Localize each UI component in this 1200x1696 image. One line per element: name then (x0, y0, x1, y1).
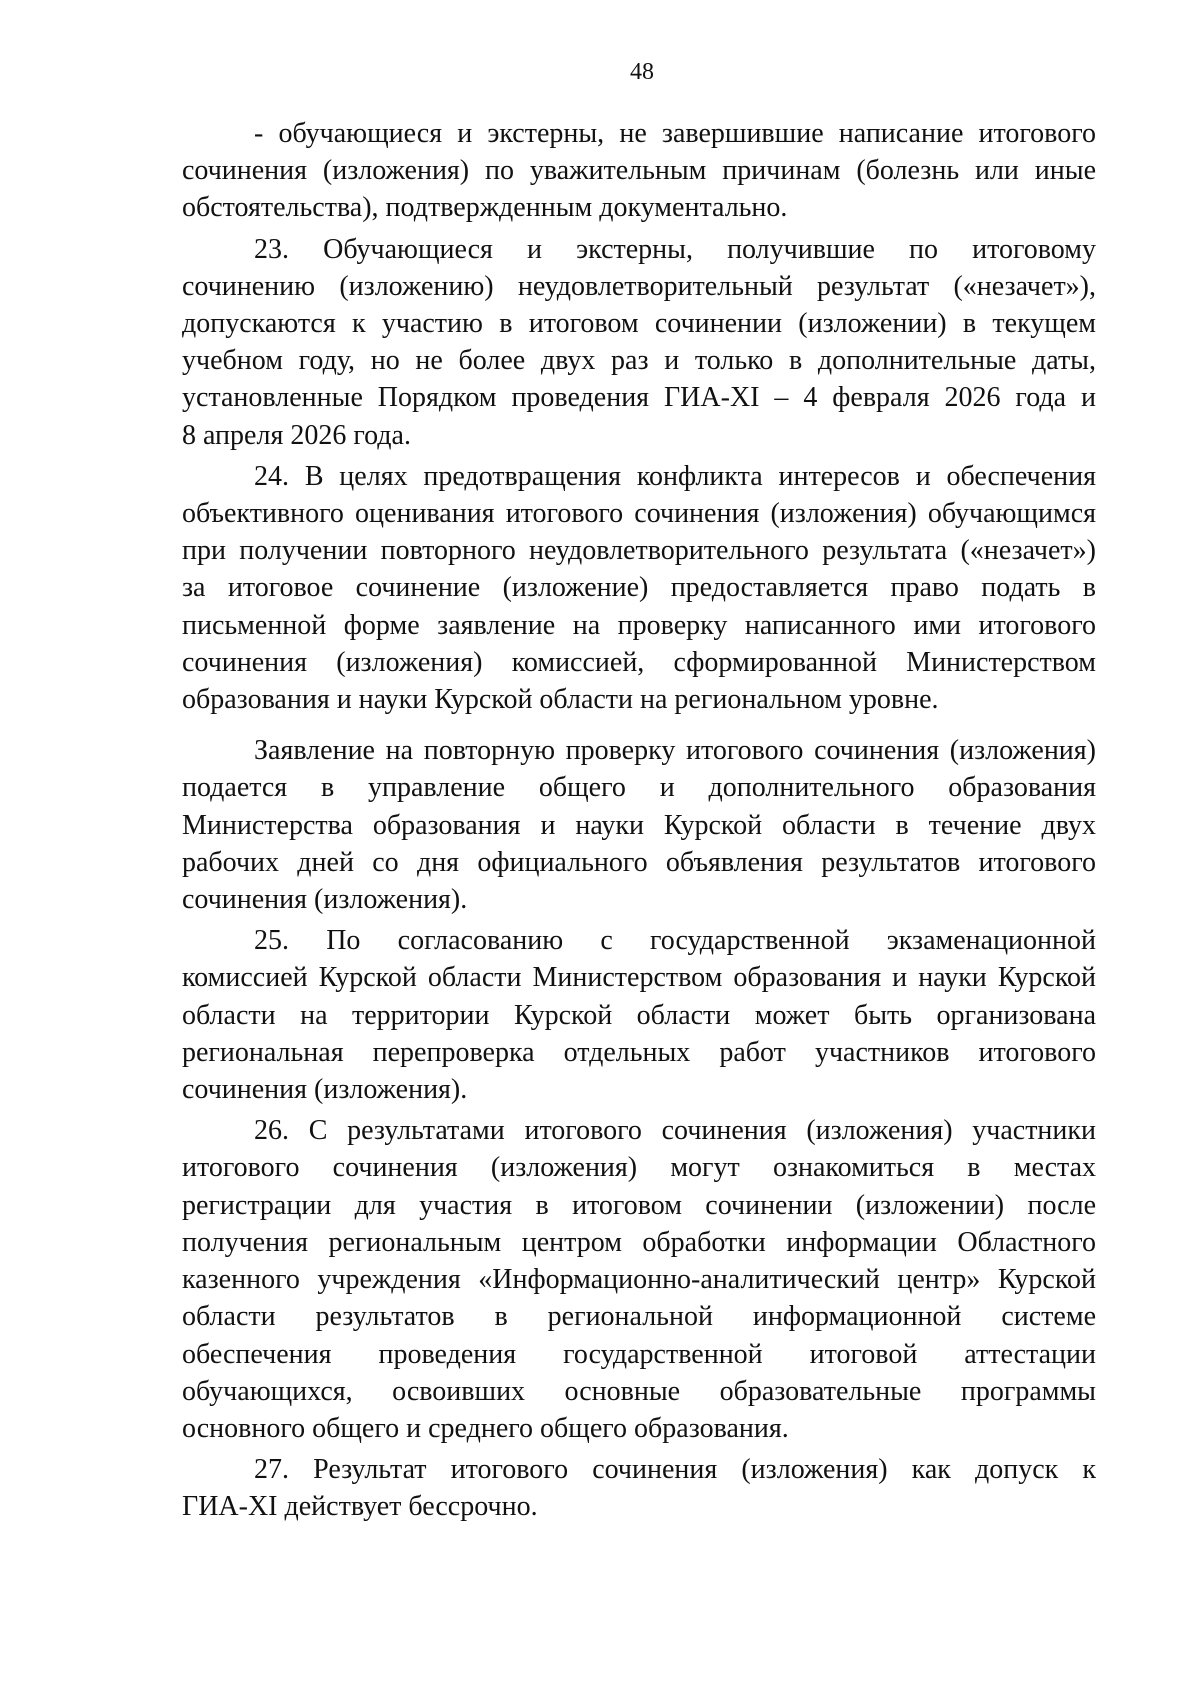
text-line: основного общего и среднего общего образования. (182, 1412, 789, 1444)
text-line: образования и науки Курской области на региональном уровне. (182, 684, 939, 716)
text-line: итогового сочинения (изложения) могут ознакомиться в местах (182, 1152, 1096, 1184)
text-line: объективного оценивания итогового сочинения (изложения) обучающимся (182, 498, 1096, 530)
document-body (182, 115, 1096, 1526)
paragraph-26 (182, 1112, 1096, 1447)
text-line: 26. С результатами итогового сочинения (изложения) участники (254, 1115, 1096, 1147)
text-line: 8 апреля 2026 года. (182, 419, 411, 451)
paragraph-27 (182, 1451, 1096, 1525)
text-line: Министерства образования и науки Курской области в течение двух (182, 809, 1096, 841)
text-line: рабочих дней со дня официального объявления результатов итогового (182, 846, 1096, 878)
text-line: сочинения (изложения) комиссией, сформированной Министерством (182, 646, 1096, 678)
text-line: подается в управление общего и дополнительного образования (182, 772, 1096, 804)
text-line: учебном году, но не более двух раз и только в дополнительные даты, (182, 345, 1096, 377)
text-line: региональная перепроверка отдельных работ участников итогового (182, 1036, 1096, 1068)
text-line: сочинения (изложения). (182, 1074, 468, 1106)
paragraph-23 (182, 231, 1096, 454)
text-line: сочинению (изложению) неудовлетворительный результат («незачет»), (182, 270, 1096, 302)
text-line: за итоговое сочинение (изложение) предоставляется право подать в (182, 572, 1096, 604)
text-line: сочинения (изложения). (182, 884, 468, 916)
text-line: области на территории Курской области может быть организована (182, 999, 1096, 1031)
paragraph-24 (182, 458, 1096, 718)
text-line: получения региональным центром обработки информации Областного (182, 1226, 1096, 1258)
text-line: допускаются к участию в итоговом сочинении (изложении) в текущем (182, 308, 1096, 340)
text-line: 24. В целях предотвращения конфликта интересов и обеспечения (254, 460, 1096, 492)
text-line: сочинения (изложения) по уважительным причинам (болезнь или иные (182, 155, 1096, 187)
text-line: казенного учреждения «Информационно-аналитический центр» Курской (182, 1264, 1096, 1296)
text-line: 25. По согласованию с государственной экзаменационной (254, 925, 1096, 957)
text-line: при получении повторного неудовлетворительного результата («незачет») (182, 535, 1096, 567)
text-line: Заявление на повторную проверку итогового сочинения (изложения) (254, 735, 1096, 767)
text-line: - обучающиеся и экстерны, не завершившие написание итогового (254, 118, 1096, 149)
text-line: 23. Обучающиеся и экстерны, получившие по итоговому (254, 233, 1096, 265)
text-line: обучающихся, освоивших основные образовательные программы (182, 1375, 1096, 1407)
paragraph-24-statement (182, 732, 1096, 918)
text-line: установленные Порядком проведения ГИА-XI – 4 февраля 2026 года и (182, 382, 1096, 414)
text-line: обеспечения проведения государственной итоговой аттестации (182, 1338, 1096, 1370)
text-line: обстоятельства), подтвержденным документально. (182, 192, 788, 224)
text-line: 27. Результат итогового сочинения (изложения) как допуск к (254, 1454, 1096, 1486)
text-line: области результатов в региональной информационной системе (182, 1301, 1096, 1333)
paragraph-continuation (182, 115, 1096, 227)
paragraph-25 (182, 922, 1096, 1108)
text-line: ГИА-XI действует бессрочно. (182, 1491, 538, 1523)
page-number: 48 (630, 59, 654, 85)
text-line: письменной форме заявление на проверку написанного ими итогового (182, 609, 1096, 641)
text-line: комиссией Курской области Министерством образования и науки Курской (182, 962, 1096, 994)
text-line: регистрации для участия в итоговом сочинении (изложении) после (182, 1189, 1096, 1221)
